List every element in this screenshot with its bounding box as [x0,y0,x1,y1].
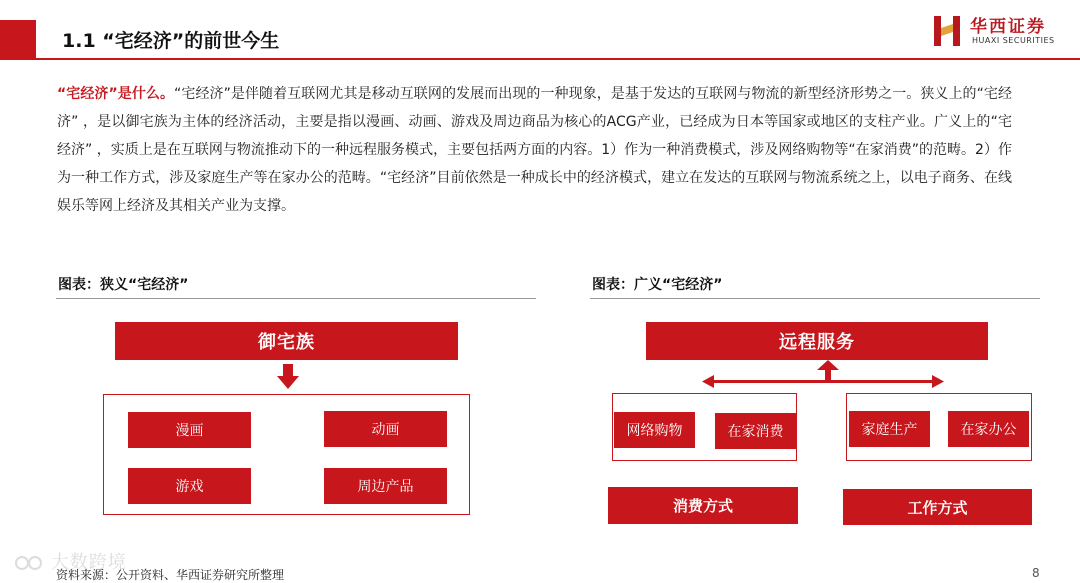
watermark-logo-icon [14,554,44,572]
broad-item-remote-office: 在家办公 [948,411,1029,447]
broad-item-online-shopping: 网络购物 [614,412,695,448]
narrow-item-manga: 漫画 [128,412,251,448]
huaxi-logo-icon [932,14,962,48]
logo-text-en: HUAXI SECURITIES [972,36,1055,45]
broad-chart-rule [590,298,1040,299]
intro-paragraph [57,80,1012,220]
consumption-mode-box: 消费方式 [608,487,798,524]
header-rule [36,58,1080,60]
narrow-item-anime: 动画 [324,411,447,447]
narrow-item-merch: 周边产品 [324,468,447,504]
page-title: 1.1 “宅经济”的前世今生 [62,30,280,52]
broad-item-home-consumption: 在家消费 [715,413,796,449]
watermark-text: 大数跨境 [50,552,127,573]
narrow-chart-label: 图表：狭义“宅经济” [58,277,189,293]
broad-chart-label: 图表：广义“宅经济” [592,277,723,293]
header-accent-block [0,20,36,60]
work-mode-box: 工作方式 [843,489,1032,525]
intro-body: “宅经济”是伴随着互联网尤其是移动互联网的发展而出现的一种现象，是基于发达的互联网与物流的新型经济形势之一。狭义上的“宅经济” ，是以御宅族为主体的经济活动，主要是指以漫画、动画、游戏及周边商品为核心的ACG产业，已经成为日本等国家或地区的支柱产业。广义上的“宅经济” ，实质上是在互联网与物流推动下的一种远程服务模式，主要包括两方面的内容。1）作为一种消费模式，涉及网络购物等“在家消费”的范畴。2）作为一种工作方式，涉及家庭生产等在家办公的范畴。“宅经济”目前依然是一种成长中的经济模式，建立在发达的互联网与物流系统之上，以电子商务、在线娱乐等网上经济及其相关产业为支撑。 [57,86,1013,214]
source-note: 资料来源：公开资料、华西证券研究所整理 [56,568,285,582]
narrow-item-games: 游戏 [128,468,251,504]
intro-lead: “宅经济”是什么。 [57,86,175,102]
logo-text-cn: 华西证券 [970,17,1046,37]
otaku-box: 御宅族 [115,322,458,360]
remote-service-box: 远程服务 [646,322,988,360]
narrow-chart-rule [56,298,536,299]
page-number: 8 [1032,566,1040,580]
down-arrow-icon [277,364,299,390]
split-arrows-icon [700,360,946,392]
broad-item-home-production: 家庭生产 [849,411,930,447]
